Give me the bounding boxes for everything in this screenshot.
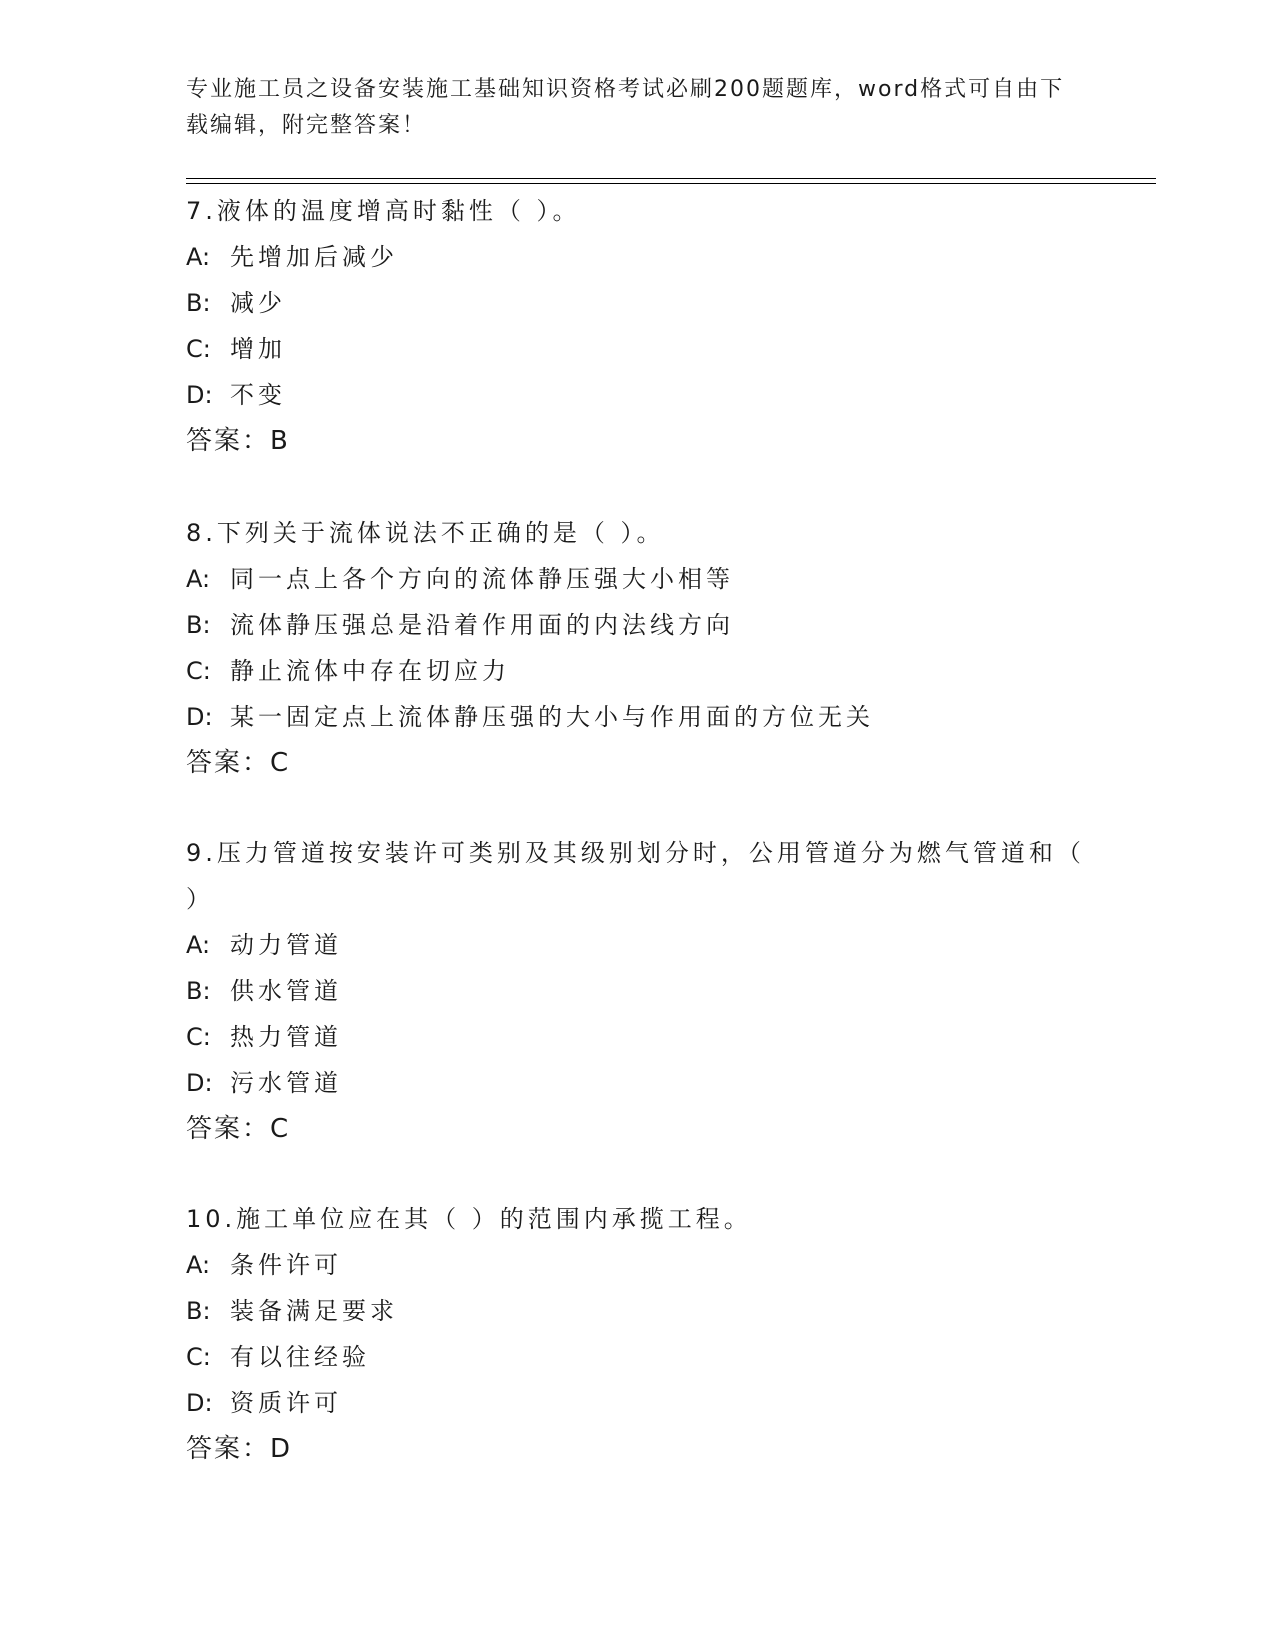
option-key: D:	[186, 1389, 213, 1417]
question-text: 10.施工单位应在其（ ）的范围内承揽工程。	[186, 1205, 752, 1233]
answer: 答案：C	[186, 748, 291, 778]
option-d	[186, 694, 1086, 740]
option-b	[186, 280, 1086, 326]
option-key: B:	[186, 611, 211, 639]
option-text: 污水管道	[230, 1069, 342, 1097]
option-key: C:	[186, 335, 211, 363]
option-d	[186, 1060, 1086, 1106]
option-key: B:	[186, 289, 211, 317]
option-text: 装备满足要求	[230, 1297, 398, 1325]
option-c	[186, 1014, 1086, 1060]
option-key: C:	[186, 1343, 211, 1371]
option-c	[186, 1334, 1086, 1380]
header-divider-bottom	[186, 183, 1156, 184]
option-text: 资质许可	[230, 1389, 342, 1417]
option-text: 热力管道	[230, 1023, 342, 1051]
document-header: 专业施工员之设备安装施工基础知识资格考试必刷200题题库，word格式可自由下载编辑，附完整答案！	[186, 77, 1065, 138]
option-b	[186, 602, 1086, 648]
option-text: 增加	[230, 335, 286, 363]
question-text: 8.下列关于流体说法不正确的是（ ）。	[186, 519, 665, 547]
option-text: 动力管道	[230, 931, 342, 959]
option-text: 有以往经验	[230, 1343, 370, 1371]
option-key: C:	[186, 1023, 211, 1051]
option-key: B:	[186, 977, 211, 1005]
option-d	[186, 1380, 1086, 1426]
option-a	[186, 556, 1086, 602]
option-text: 先增加后减少	[230, 243, 398, 271]
option-a	[186, 922, 1086, 968]
option-c	[186, 648, 1086, 694]
option-a	[186, 234, 1086, 280]
question-7	[186, 188, 1086, 464]
answer: 答案：C	[186, 1114, 291, 1144]
question-text: 7.液体的温度增高时黏性（ ）。	[186, 197, 581, 225]
question-9	[186, 830, 1086, 1152]
question-text: 9.压力管道按安装许可类别及其级别划分时，公用管道分为燃气管道和（ ）	[186, 839, 1085, 913]
option-text: 减少	[230, 289, 286, 317]
question-10	[186, 1196, 1086, 1472]
option-key: D:	[186, 703, 213, 731]
option-key: C:	[186, 657, 211, 685]
option-text: 某一固定点上流体静压强的大小与作用面的方位无关	[230, 703, 874, 731]
option-text: 条件许可	[230, 1251, 342, 1279]
option-d	[186, 372, 1086, 418]
option-a	[186, 1242, 1086, 1288]
option-key: D:	[186, 1069, 213, 1097]
question-8	[186, 510, 1086, 786]
answer: 答案：D	[186, 1434, 293, 1464]
answer: 答案：B	[186, 426, 290, 456]
option-text: 同一点上各个方向的流体静压强大小相等	[230, 565, 734, 593]
option-text: 供水管道	[230, 977, 342, 1005]
option-key: B:	[186, 1297, 211, 1325]
option-key: A:	[186, 565, 211, 593]
option-key: A:	[186, 931, 211, 959]
option-c	[186, 326, 1086, 372]
option-text: 流体静压强总是沿着作用面的内法线方向	[230, 611, 734, 639]
option-text: 静止流体中存在切应力	[230, 657, 510, 685]
header-divider-top	[186, 178, 1156, 179]
option-key: D:	[186, 381, 213, 409]
option-key: A:	[186, 243, 211, 271]
option-text: 不变	[230, 381, 286, 409]
option-key: A:	[186, 1251, 211, 1279]
option-b	[186, 968, 1086, 1014]
option-b	[186, 1288, 1086, 1334]
